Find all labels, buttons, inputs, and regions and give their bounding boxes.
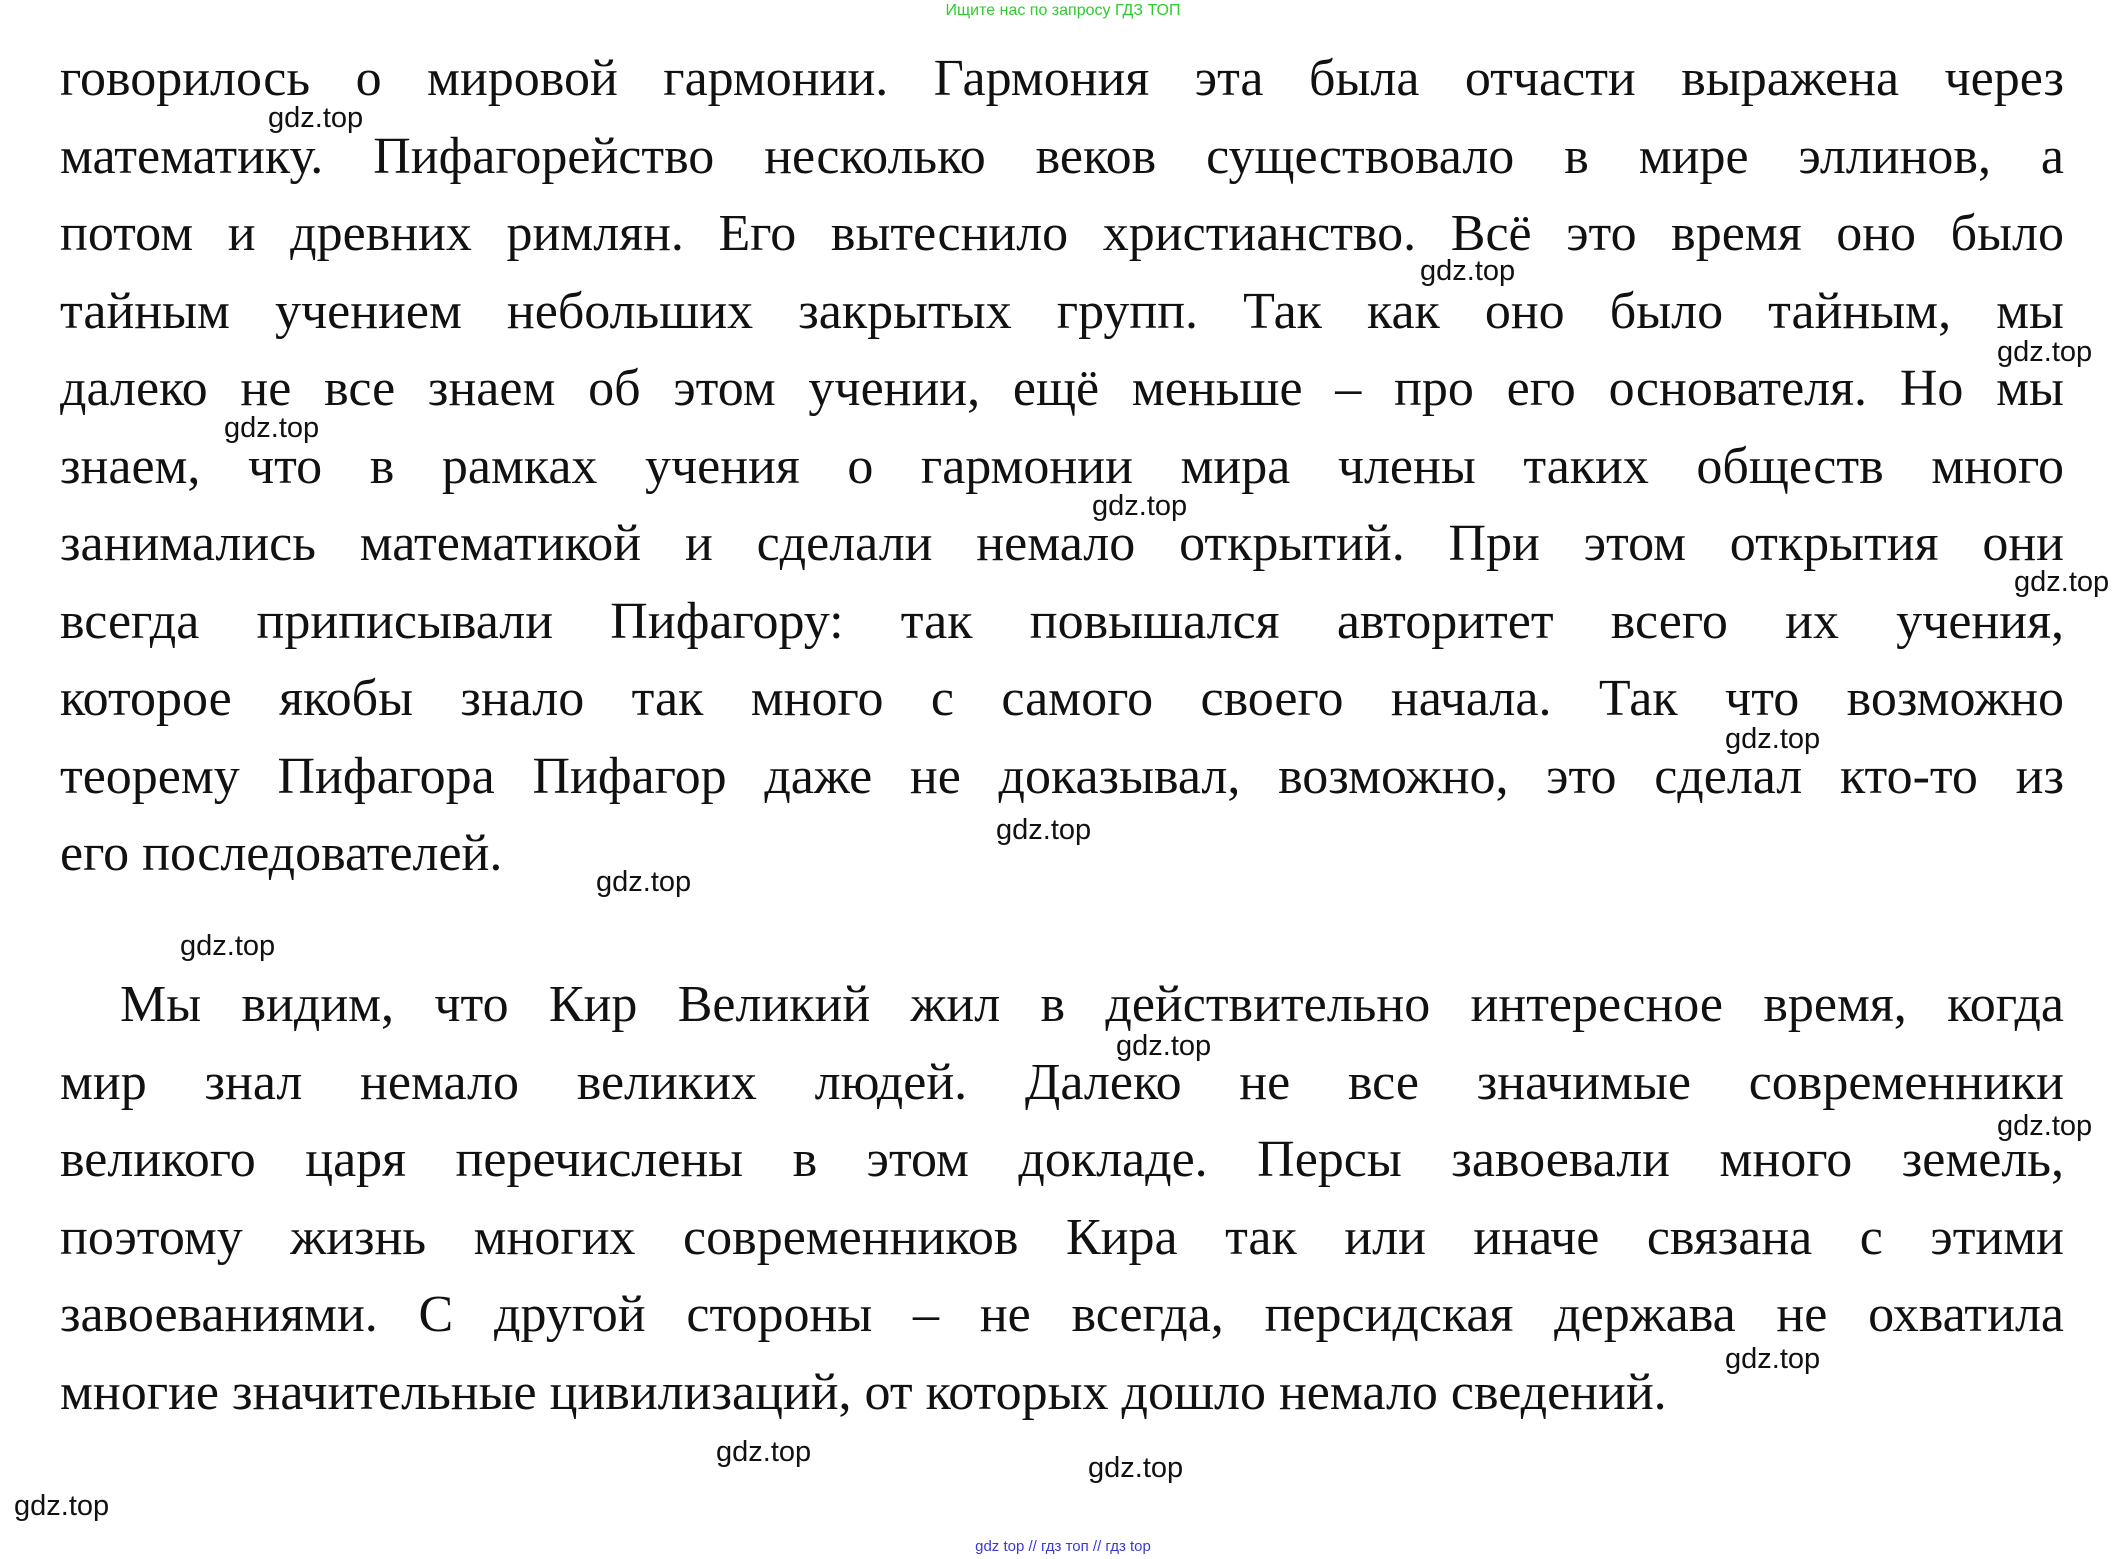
watermark: gdz.top xyxy=(1997,336,2093,368)
watermark: gdz.top xyxy=(1725,1343,1821,1375)
watermark: gdz.top xyxy=(596,866,692,898)
watermark: gdz.top xyxy=(996,814,1092,846)
watermark: gdz.top xyxy=(2014,566,2110,598)
paragraph-1 xyxy=(60,40,2064,893)
paragraph-line: говорилось о мировой гармонии. Гармония эта была отчасти выражена через xyxy=(60,50,2064,107)
paragraph-line: поэтому жизнь многих современников Кира так или иначе связана с этими xyxy=(60,1208,2064,1266)
watermark: gdz.top xyxy=(1116,1030,1212,1062)
watermark: gdz.top xyxy=(224,412,320,444)
paragraph-line: занимались математикой и сделали немало открытий. При этом открытия они xyxy=(60,515,2064,572)
paragraph-line: знаем, что в рамках учения о гармонии мира члены таких обществ много xyxy=(60,437,2064,495)
paragraph-line: завоеваниями. С другой стороны – не всегда, персидская держава не охватила xyxy=(60,1286,2064,1343)
paragraph-line: его последователей. xyxy=(60,825,503,882)
paragraph-line: великого царя перечислены в этом докладе. Персы завоевали много земель, xyxy=(60,1131,2064,1188)
paragraph-line: теорему Пифагора Пифагор даже не доказывал, возможно, это сделал кто-то из xyxy=(60,747,2064,805)
watermark: gdz.top xyxy=(1420,255,1516,287)
paragraph-line: тайным учением небольших закрытых групп. Так как оно было тайным, мы xyxy=(60,282,2064,340)
watermark: gdz.top xyxy=(716,1436,812,1468)
watermark: gdz.top xyxy=(180,930,276,962)
paragraph-line: мир знал немало великих людей. Далеко не все значимые современники xyxy=(60,1053,2064,1111)
paragraph-line: далеко не все знаем об этом учении, ещё меньше – про его основателя. Но мы xyxy=(60,360,2064,417)
watermark: gdz.top xyxy=(14,1490,110,1522)
top-banner: Ищите нас по запросу ГДЗ ТОП xyxy=(945,2,1181,19)
watermark: gdz.top xyxy=(1088,1452,1184,1484)
paragraph-line: Мы видим, что Кир Великий жил в действительно интересное время, когда xyxy=(120,976,2064,1033)
paragraph-line: многие значительные цивилизаций, от которых дошло немало сведений. xyxy=(60,1363,1667,1421)
watermark: gdz.top xyxy=(1997,1110,2093,1142)
watermark: gdz.top xyxy=(268,102,364,134)
paragraph-line: потом и древних римлян. Его вытеснило христианство. Всё это время оно было xyxy=(60,205,2064,262)
watermark: gdz.top xyxy=(1725,723,1821,755)
paragraph-line: которое якобы знало так много с самого своего начала. Так что возможно xyxy=(60,670,2064,727)
bottom-footer: gdz top // гдз топ // гдз top xyxy=(975,1538,1151,1555)
watermark: gdz.top xyxy=(1092,490,1188,522)
paragraph-line: всегда приписывали Пифагору: так повышался авторитет всего их учения, xyxy=(60,592,2064,650)
paragraph-line: математику. Пифагорейство несколько веков существовало в мире эллинов, а xyxy=(60,127,2064,185)
